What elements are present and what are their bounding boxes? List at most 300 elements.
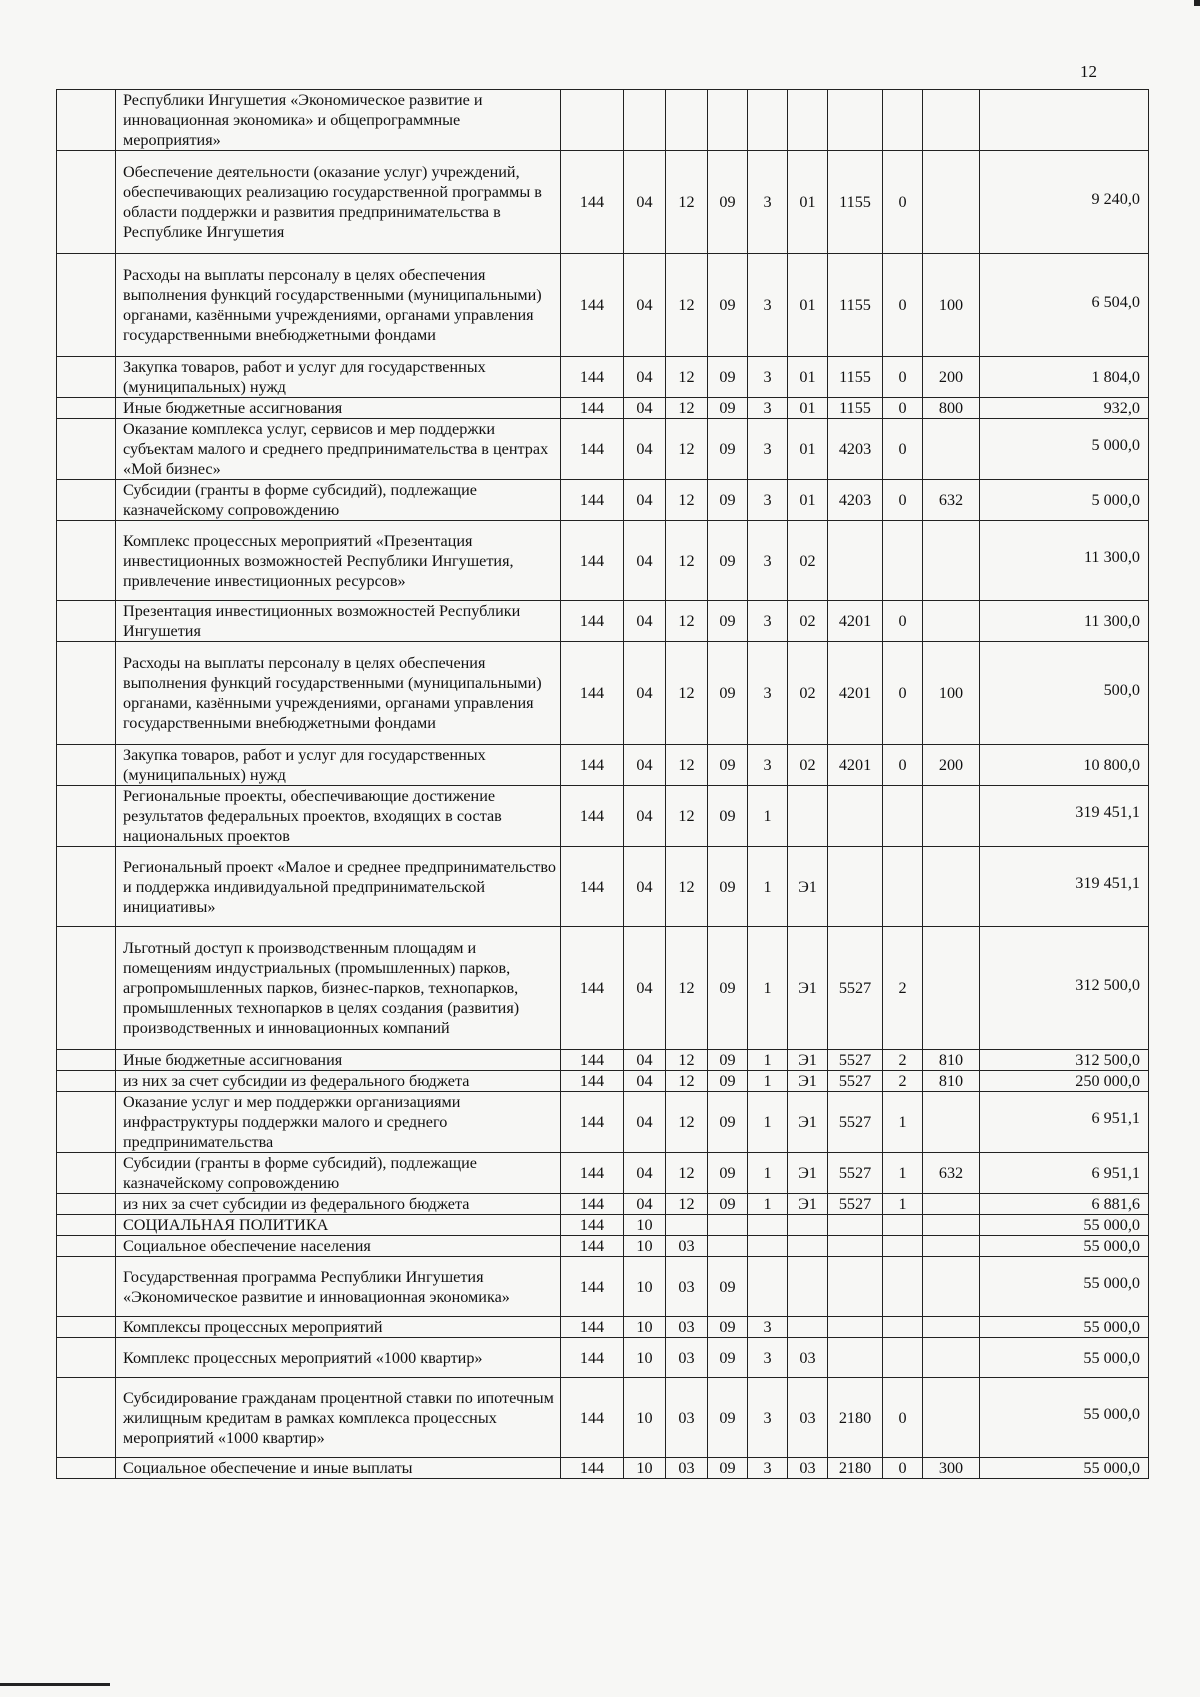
code-cell-c4 bbox=[828, 521, 883, 601]
code-cell-c1: 09 bbox=[708, 1050, 748, 1071]
table-row bbox=[57, 90, 1149, 151]
code-cell-c4 bbox=[828, 90, 883, 151]
code-cell-rz: 04 bbox=[624, 151, 666, 254]
code-cell-c1: 09 bbox=[708, 1338, 748, 1378]
row-name-cell: Закупка товаров, работ и услуг для государственных (муниципальных) нужд bbox=[116, 745, 561, 786]
code-cell-c5: 0 bbox=[883, 745, 923, 786]
table-row bbox=[57, 1194, 1149, 1215]
code-cell-c5: 0 bbox=[883, 398, 923, 419]
code-cell-c1: 09 bbox=[708, 254, 748, 357]
code-cell-c3: Э1 bbox=[788, 1092, 828, 1153]
code-cell-c2: 1 bbox=[748, 1092, 788, 1153]
code-cell-c2: 1 bbox=[748, 847, 788, 927]
code-cell-c1: 09 bbox=[708, 642, 748, 745]
code-cell-ved: 144 bbox=[561, 1236, 624, 1257]
index-cell bbox=[57, 1236, 116, 1257]
code-cell-c2: 1 bbox=[748, 1194, 788, 1215]
code-cell-pr: 12 bbox=[666, 419, 708, 480]
row-name-cell: Иные бюджетные ассигнования bbox=[116, 398, 561, 419]
code-cell-vr: 810 bbox=[923, 1050, 980, 1071]
code-cell-vr bbox=[923, 419, 980, 480]
code-cell-c1: 09 bbox=[708, 1194, 748, 1215]
code-cell-ved: 144 bbox=[561, 601, 624, 642]
amount-cell: 55 000,0 bbox=[980, 1236, 1149, 1257]
code-cell-c5: 0 bbox=[883, 419, 923, 480]
amount-cell: 55 000,0 bbox=[980, 1458, 1149, 1479]
scan-edge-mark bbox=[0, 1683, 110, 1686]
row-name-cell: Презентация инвестиционных возможностей Республики Ингушетия bbox=[116, 601, 561, 642]
code-cell-c2: 1 bbox=[748, 927, 788, 1050]
code-cell-c3 bbox=[788, 1236, 828, 1257]
code-cell-pr: 03 bbox=[666, 1458, 708, 1479]
code-cell-c4 bbox=[828, 1257, 883, 1317]
code-cell-rz: 04 bbox=[624, 1050, 666, 1071]
code-cell-c3 bbox=[788, 90, 828, 151]
table-row bbox=[57, 480, 1149, 521]
table-row bbox=[57, 521, 1149, 601]
code-cell-pr: 12 bbox=[666, 521, 708, 601]
code-cell-c3: 01 bbox=[788, 151, 828, 254]
amount-cell: 319 451,1 bbox=[980, 847, 1149, 927]
code-cell-c5: 0 bbox=[883, 357, 923, 398]
code-cell-c2 bbox=[748, 1257, 788, 1317]
table-row bbox=[57, 1378, 1149, 1458]
code-cell-c3 bbox=[788, 1257, 828, 1317]
table-row bbox=[57, 1317, 1149, 1338]
table-row bbox=[57, 151, 1149, 254]
code-cell-c3: 03 bbox=[788, 1458, 828, 1479]
code-cell-rz: 04 bbox=[624, 1071, 666, 1092]
index-cell bbox=[57, 601, 116, 642]
table-row bbox=[57, 1050, 1149, 1071]
code-cell-c4: 4201 bbox=[828, 642, 883, 745]
code-cell-pr: 12 bbox=[666, 480, 708, 521]
index-cell bbox=[57, 1153, 116, 1194]
code-cell-ved: 144 bbox=[561, 1092, 624, 1153]
row-name-cell: СОЦИАЛЬНАЯ ПОЛИТИКА bbox=[116, 1215, 561, 1236]
code-cell-c5 bbox=[883, 1215, 923, 1236]
row-name-cell: Республики Ингушетия «Экономическое развитие и инновационная экономика» и общепрограммные мероприятия» bbox=[116, 90, 561, 151]
index-cell bbox=[57, 398, 116, 419]
row-name-cell: Государственная программа Республики Ингушетия «Экономическое развитие и инновационная экономика» bbox=[116, 1257, 561, 1317]
code-cell-vr bbox=[923, 1317, 980, 1338]
code-cell-c3: 02 bbox=[788, 642, 828, 745]
code-cell-rz: 10 bbox=[624, 1236, 666, 1257]
code-cell-c5: 2 bbox=[883, 927, 923, 1050]
code-cell-c5: 0 bbox=[883, 1458, 923, 1479]
code-cell-c3: 02 bbox=[788, 521, 828, 601]
code-cell-pr: 03 bbox=[666, 1338, 708, 1378]
table-row bbox=[57, 1338, 1149, 1378]
index-cell bbox=[57, 1338, 116, 1378]
amount-cell: 55 000,0 bbox=[980, 1257, 1149, 1317]
code-cell-c4 bbox=[828, 1317, 883, 1338]
code-cell-c1: 09 bbox=[708, 601, 748, 642]
row-name-cell: Социальное обеспечение населения bbox=[116, 1236, 561, 1257]
code-cell-vr bbox=[923, 1194, 980, 1215]
code-cell-pr: 12 bbox=[666, 357, 708, 398]
row-name-cell: Иные бюджетные ассигнования bbox=[116, 1050, 561, 1071]
code-cell-pr: 12 bbox=[666, 927, 708, 1050]
code-cell-ved: 144 bbox=[561, 480, 624, 521]
code-cell-c2: 3 bbox=[748, 398, 788, 419]
index-cell bbox=[57, 480, 116, 521]
code-cell-c2: 3 bbox=[748, 151, 788, 254]
code-cell-ved: 144 bbox=[561, 847, 624, 927]
code-cell-c4: 4203 bbox=[828, 480, 883, 521]
code-cell-ved: 144 bbox=[561, 642, 624, 745]
code-cell-c4: 1155 bbox=[828, 254, 883, 357]
code-cell-rz: 04 bbox=[624, 357, 666, 398]
code-cell-c1: 09 bbox=[708, 1378, 748, 1458]
row-name-cell: Оказание комплекса услуг, сервисов и мер поддержки субъектам малого и среднего предпринимательства в центрах «Мой бизнес» bbox=[116, 419, 561, 480]
code-cell-vr bbox=[923, 1257, 980, 1317]
code-cell-rz bbox=[624, 90, 666, 151]
table-row bbox=[57, 398, 1149, 419]
code-cell-c5 bbox=[883, 1236, 923, 1257]
code-cell-c1: 09 bbox=[708, 480, 748, 521]
index-cell bbox=[57, 521, 116, 601]
code-cell-pr bbox=[666, 90, 708, 151]
index-cell bbox=[57, 357, 116, 398]
code-cell-c5: 0 bbox=[883, 254, 923, 357]
table-row bbox=[57, 745, 1149, 786]
code-cell-rz: 10 bbox=[624, 1317, 666, 1338]
code-cell-rz: 04 bbox=[624, 398, 666, 419]
code-cell-rz: 04 bbox=[624, 254, 666, 357]
code-cell-ved: 144 bbox=[561, 521, 624, 601]
row-name-cell: Региональный проект «Малое и среднее предпринимательство и поддержка индивидуальной предпринимательской инициативы» bbox=[116, 847, 561, 927]
row-name-cell: Расходы на выплаты персоналу в целях обеспечения выполнения функций государственными (муниципальными) органами, казёнными учреждениями, органами управления государственными внебюджетными фондами bbox=[116, 642, 561, 745]
amount-cell: 250 000,0 bbox=[980, 1071, 1149, 1092]
code-cell-pr: 12 bbox=[666, 1071, 708, 1092]
code-cell-c5: 2 bbox=[883, 1050, 923, 1071]
code-cell-c1: 09 bbox=[708, 1257, 748, 1317]
code-cell-ved: 144 bbox=[561, 1317, 624, 1338]
code-cell-c3: 01 bbox=[788, 357, 828, 398]
code-cell-vr: 810 bbox=[923, 1071, 980, 1092]
index-cell bbox=[57, 1317, 116, 1338]
code-cell-rz: 04 bbox=[624, 786, 666, 847]
row-name-cell: Комплекс процессных мероприятий «1000 квартир» bbox=[116, 1338, 561, 1378]
code-cell-c2: 3 bbox=[748, 642, 788, 745]
code-cell-c2 bbox=[748, 1215, 788, 1236]
code-cell-c4: 2180 bbox=[828, 1378, 883, 1458]
code-cell-c1: 09 bbox=[708, 786, 748, 847]
amount-cell: 6 951,1 bbox=[980, 1153, 1149, 1194]
table-row bbox=[57, 1257, 1149, 1317]
code-cell-c2: 1 bbox=[748, 1071, 788, 1092]
index-cell bbox=[57, 1257, 116, 1317]
code-cell-c1 bbox=[708, 1215, 748, 1236]
code-cell-c2: 3 bbox=[748, 254, 788, 357]
index-cell bbox=[57, 254, 116, 357]
code-cell-c5: 0 bbox=[883, 642, 923, 745]
code-cell-rz: 10 bbox=[624, 1257, 666, 1317]
code-cell-pr: 12 bbox=[666, 1153, 708, 1194]
code-cell-c3: 03 bbox=[788, 1378, 828, 1458]
amount-cell: 55 000,0 bbox=[980, 1215, 1149, 1236]
row-name-cell: Комплекс процессных мероприятий «Презентация инвестиционных возможностей Республики Ингушетия, привлечение инвестиционных ресурсов» bbox=[116, 521, 561, 601]
code-cell-c4: 5527 bbox=[828, 1153, 883, 1194]
code-cell-ved: 144 bbox=[561, 927, 624, 1050]
code-cell-ved: 144 bbox=[561, 1378, 624, 1458]
index-cell bbox=[57, 642, 116, 745]
code-cell-c4: 1155 bbox=[828, 357, 883, 398]
code-cell-c5 bbox=[883, 1338, 923, 1378]
code-cell-ved: 144 bbox=[561, 357, 624, 398]
code-cell-vr bbox=[923, 786, 980, 847]
row-name-cell: Расходы на выплаты персоналу в целях обеспечения выполнения функций государственными (муниципальными) органами, казёнными учреждениями, органами управления государственными внебюджетными фондами bbox=[116, 254, 561, 357]
code-cell-pr: 12 bbox=[666, 151, 708, 254]
code-cell-vr bbox=[923, 1092, 980, 1153]
code-cell-c3: 03 bbox=[788, 1338, 828, 1378]
amount-cell: 5 000,0 bbox=[980, 480, 1149, 521]
code-cell-c1: 09 bbox=[708, 1153, 748, 1194]
code-cell-c4 bbox=[828, 1338, 883, 1378]
index-cell bbox=[57, 151, 116, 254]
row-name-cell: Субсидирование гражданам процентной ставки по ипотечным жилищным кредитам в рамках комплекса процессных мероприятий «1000 квартир» bbox=[116, 1378, 561, 1458]
code-cell-pr: 03 bbox=[666, 1317, 708, 1338]
code-cell-ved: 144 bbox=[561, 151, 624, 254]
code-cell-vr: 632 bbox=[923, 1153, 980, 1194]
index-cell bbox=[57, 745, 116, 786]
code-cell-c3: 01 bbox=[788, 254, 828, 357]
code-cell-rz: 10 bbox=[624, 1378, 666, 1458]
code-cell-c2: 3 bbox=[748, 357, 788, 398]
index-cell bbox=[57, 90, 116, 151]
table-row bbox=[57, 1458, 1149, 1479]
code-cell-ved: 144 bbox=[561, 1050, 624, 1071]
code-cell-c5: 0 bbox=[883, 480, 923, 521]
amount-cell bbox=[980, 90, 1149, 151]
table-row bbox=[57, 642, 1149, 745]
code-cell-c3: 01 bbox=[788, 480, 828, 521]
page-number: 12 bbox=[1080, 62, 1097, 81]
code-cell-pr: 03 bbox=[666, 1236, 708, 1257]
code-cell-c2: 1 bbox=[748, 1050, 788, 1071]
code-cell-c4: 2180 bbox=[828, 1458, 883, 1479]
code-cell-vr: 100 bbox=[923, 642, 980, 745]
code-cell-c1: 09 bbox=[708, 1458, 748, 1479]
amount-cell: 55 000,0 bbox=[980, 1338, 1149, 1378]
amount-cell: 319 451,1 bbox=[980, 786, 1149, 847]
code-cell-vr bbox=[923, 1236, 980, 1257]
code-cell-c2: 3 bbox=[748, 480, 788, 521]
code-cell-c5 bbox=[883, 1317, 923, 1338]
amount-cell: 6 504,0 bbox=[980, 254, 1149, 357]
code-cell-c3: Э1 bbox=[788, 1050, 828, 1071]
table-row bbox=[57, 1092, 1149, 1153]
code-cell-c5: 0 bbox=[883, 1378, 923, 1458]
code-cell-c5: 1 bbox=[883, 1153, 923, 1194]
code-cell-c1 bbox=[708, 90, 748, 151]
code-cell-c3: 01 bbox=[788, 398, 828, 419]
code-cell-c4: 5527 bbox=[828, 927, 883, 1050]
amount-cell: 932,0 bbox=[980, 398, 1149, 419]
index-cell bbox=[57, 1050, 116, 1071]
code-cell-pr: 12 bbox=[666, 786, 708, 847]
code-cell-pr: 12 bbox=[666, 398, 708, 419]
code-cell-c2: 3 bbox=[748, 601, 788, 642]
code-cell-vr bbox=[923, 90, 980, 151]
code-cell-c1: 09 bbox=[708, 927, 748, 1050]
row-name-cell: Оказание услуг и мер поддержки организациями инфраструктуры поддержки малого и среднего предпринимательства bbox=[116, 1092, 561, 1153]
code-cell-c5 bbox=[883, 847, 923, 927]
table-row bbox=[57, 601, 1149, 642]
amount-cell: 5 000,0 bbox=[980, 419, 1149, 480]
table-row bbox=[57, 786, 1149, 847]
code-cell-c5 bbox=[883, 90, 923, 151]
code-cell-c5: 0 bbox=[883, 151, 923, 254]
code-cell-vr bbox=[923, 151, 980, 254]
amount-cell: 11 300,0 bbox=[980, 601, 1149, 642]
code-cell-c3: Э1 bbox=[788, 1071, 828, 1092]
code-cell-c1: 09 bbox=[708, 398, 748, 419]
code-cell-rz: 04 bbox=[624, 480, 666, 521]
code-cell-rz: 10 bbox=[624, 1215, 666, 1236]
row-name-cell: из них за счет субсидии из федерального бюджета bbox=[116, 1071, 561, 1092]
code-cell-c3: Э1 bbox=[788, 927, 828, 1050]
code-cell-vr bbox=[923, 1338, 980, 1378]
code-cell-c4: 5527 bbox=[828, 1071, 883, 1092]
table-row bbox=[57, 357, 1149, 398]
code-cell-c3 bbox=[788, 1215, 828, 1236]
amount-cell: 9 240,0 bbox=[980, 151, 1149, 254]
code-cell-rz: 04 bbox=[624, 745, 666, 786]
code-cell-ved: 144 bbox=[561, 1338, 624, 1378]
code-cell-c2: 3 bbox=[748, 1378, 788, 1458]
code-cell-rz: 04 bbox=[624, 1092, 666, 1153]
code-cell-pr bbox=[666, 1215, 708, 1236]
code-cell-c2: 3 bbox=[748, 1317, 788, 1338]
code-cell-c1: 09 bbox=[708, 1071, 748, 1092]
code-cell-c1: 09 bbox=[708, 1092, 748, 1153]
code-cell-rz: 04 bbox=[624, 642, 666, 745]
table-row bbox=[57, 254, 1149, 357]
code-cell-c4: 5527 bbox=[828, 1194, 883, 1215]
code-cell-c1 bbox=[708, 1236, 748, 1257]
row-name-cell: Субсидии (гранты в форме субсидий), подлежащие казначейскому сопровождению bbox=[116, 1153, 561, 1194]
code-cell-vr: 300 bbox=[923, 1458, 980, 1479]
code-cell-c3: 02 bbox=[788, 601, 828, 642]
code-cell-c1: 09 bbox=[708, 1317, 748, 1338]
code-cell-pr: 12 bbox=[666, 745, 708, 786]
code-cell-c3: 02 bbox=[788, 745, 828, 786]
amount-cell: 312 500,0 bbox=[980, 1050, 1149, 1071]
code-cell-pr: 03 bbox=[666, 1378, 708, 1458]
code-cell-pr: 12 bbox=[666, 642, 708, 745]
code-cell-c1: 09 bbox=[708, 521, 748, 601]
code-cell-vr bbox=[923, 1215, 980, 1236]
code-cell-ved: 144 bbox=[561, 745, 624, 786]
code-cell-pr: 12 bbox=[666, 1194, 708, 1215]
code-cell-c4: 5527 bbox=[828, 1050, 883, 1071]
index-cell bbox=[57, 1194, 116, 1215]
code-cell-c1: 09 bbox=[708, 847, 748, 927]
row-name-cell: Региональные проекты, обеспечивающие достижение результатов федеральных проектов, входящих в состав национальных проектов bbox=[116, 786, 561, 847]
code-cell-c1: 09 bbox=[708, 151, 748, 254]
amount-cell: 312 500,0 bbox=[980, 927, 1149, 1050]
amount-cell: 10 800,0 bbox=[980, 745, 1149, 786]
code-cell-pr: 12 bbox=[666, 847, 708, 927]
code-cell-c2: 3 bbox=[748, 1338, 788, 1378]
amount-cell: 1 804,0 bbox=[980, 357, 1149, 398]
index-cell bbox=[57, 927, 116, 1050]
code-cell-rz: 04 bbox=[624, 521, 666, 601]
code-cell-c1: 09 bbox=[708, 357, 748, 398]
index-cell bbox=[57, 847, 116, 927]
code-cell-c2: 1 bbox=[748, 1153, 788, 1194]
code-cell-c2: 3 bbox=[748, 1458, 788, 1479]
code-cell-vr bbox=[923, 521, 980, 601]
code-cell-rz: 04 bbox=[624, 601, 666, 642]
code-cell-vr: 200 bbox=[923, 357, 980, 398]
table-row bbox=[57, 1071, 1149, 1092]
code-cell-c4: 4201 bbox=[828, 745, 883, 786]
index-cell bbox=[57, 419, 116, 480]
table-row bbox=[57, 1153, 1149, 1194]
code-cell-c2: 3 bbox=[748, 745, 788, 786]
code-cell-c5: 1 bbox=[883, 1092, 923, 1153]
code-cell-rz: 10 bbox=[624, 1338, 666, 1378]
table-row bbox=[57, 927, 1149, 1050]
code-cell-ved: 144 bbox=[561, 398, 624, 419]
amount-cell: 500,0 bbox=[980, 642, 1149, 745]
code-cell-c4 bbox=[828, 1215, 883, 1236]
code-cell-pr: 12 bbox=[666, 1050, 708, 1071]
index-cell bbox=[57, 1092, 116, 1153]
code-cell-ved: 144 bbox=[561, 1194, 624, 1215]
code-cell-c3: Э1 bbox=[788, 1153, 828, 1194]
code-cell-c4 bbox=[828, 847, 883, 927]
code-cell-c3: Э1 bbox=[788, 1194, 828, 1215]
code-cell-rz: 04 bbox=[624, 1194, 666, 1215]
code-cell-c3 bbox=[788, 786, 828, 847]
table-row bbox=[57, 1215, 1149, 1236]
code-cell-rz: 04 bbox=[624, 419, 666, 480]
row-name-cell: Субсидии (гранты в форме субсидий), подлежащие казначейскому сопровождению bbox=[116, 480, 561, 521]
code-cell-c4 bbox=[828, 1236, 883, 1257]
row-name-cell: Комплексы процессных мероприятий bbox=[116, 1317, 561, 1338]
row-name-cell: Обеспечение деятельности (оказание услуг) учреждений, обеспечивающих реализацию государственной программы в области поддержки и развития предпринимательства в Республике Ингушетия bbox=[116, 151, 561, 254]
index-cell bbox=[57, 786, 116, 847]
code-cell-c5 bbox=[883, 521, 923, 601]
code-cell-ved: 144 bbox=[561, 1257, 624, 1317]
code-cell-c4 bbox=[828, 786, 883, 847]
amount-cell: 55 000,0 bbox=[980, 1317, 1149, 1338]
code-cell-c2: 3 bbox=[748, 521, 788, 601]
code-cell-vr: 200 bbox=[923, 745, 980, 786]
code-cell-c4: 1155 bbox=[828, 398, 883, 419]
code-cell-c3 bbox=[788, 1317, 828, 1338]
code-cell-ved: 144 bbox=[561, 786, 624, 847]
code-cell-c3: 01 bbox=[788, 419, 828, 480]
code-cell-c5: 0 bbox=[883, 601, 923, 642]
index-cell bbox=[57, 1071, 116, 1092]
row-name-cell: Льготный доступ к производственным площадям и помещениям индустриальных (промышленных) парков, агропромышленных парков, бизнес-парков, технопарков, промышленных технопарков в целях создания (развития) производственных и инновационных компаний bbox=[116, 927, 561, 1050]
row-name-cell: Социальное обеспечение и иные выплаты bbox=[116, 1458, 561, 1479]
code-cell-c5: 2 bbox=[883, 1071, 923, 1092]
code-cell-vr bbox=[923, 847, 980, 927]
code-cell-c2: 3 bbox=[748, 419, 788, 480]
index-cell bbox=[57, 1458, 116, 1479]
code-cell-ved bbox=[561, 90, 624, 151]
code-cell-rz: 10 bbox=[624, 1458, 666, 1479]
code-cell-c1: 09 bbox=[708, 419, 748, 480]
code-cell-c4: 1155 bbox=[828, 151, 883, 254]
table-row bbox=[57, 419, 1149, 480]
